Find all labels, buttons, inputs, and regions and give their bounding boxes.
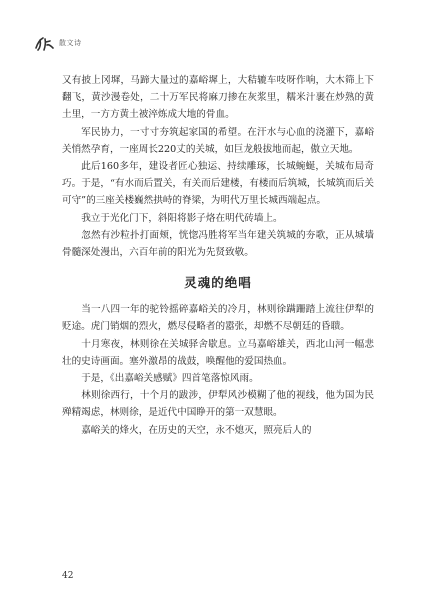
paragraph: 嘉峪关的烽火，在历史的天空，永不熄灭，照亮后人的: [81, 424, 312, 436]
section-heading: 灵魂的绝唱: [184, 275, 252, 291]
paragraph: 当一八四一年的驼铃摇碎嘉峪关的冷月，林则徐蹒跚踏上流往伊犁的贬途。虎门销烟的烈火，燃尽侵略者的嚣张，却燃不尽朝廷的昏聩。: [62, 304, 374, 333]
page-number: 42: [62, 571, 74, 581]
paragraph: 我立于光化门下，斜阳将影子烙在明代砖墙上。: [81, 212, 283, 224]
running-header: [34, 36, 394, 52]
paragraph: 又有披上冈墀，马蹄大量过的嘉峪墀上，大秸辘车吱呀作响，大木筛上下翻飞，黄沙漫卷处，二十万军民将麻刀掺在灰浆里，糯米汁裹在炒熟的黄土里，一方方黄土被淬炼成大地的骨血。: [62, 75, 374, 121]
calligraphy-logo-icon: [34, 36, 56, 52]
paragraph: 十月寒夜，林则徐在关城驿舍歇息。立马嘉峪雄关，西北山河一幅悲壮的史诗画面。塞外激昂的战鼓，唤醒他的爱国热血。: [62, 338, 374, 367]
paragraph: 林则徐西行，十个月的跋涉，伊犁风沙模糊了他的视线，他为国为民殚精竭虑，林则徐，是近代中国睁开的第一双慧眼。: [62, 390, 374, 419]
article-body: [62, 72, 374, 439]
paragraph: 忽然有沙粒扑打面颊，恍惚冯胜将军当年建关筑城的夯歌，正从城墙骨髓深处漫出，六百年前的阳光为先贤致敬。: [62, 229, 374, 259]
paragraph: 于是，《出嘉峪关感赋》四首笔落惊风雨。: [81, 373, 259, 385]
paragraph: 军民协力，一寸寸夯筑起家国的希望。在汗水与心血的浇灌下，嘉峪关悄然孕育，一座周长220丈的关城，如巨龙般拔地而起，傲立天地。: [62, 126, 374, 155]
paragraph: 此后160多年，建设者匠心独运、持续雕琢，长城蜿蜒，关城布局奇巧。于是，“有水而后置关，有关而后建楼，有楼而后筑城，长城筑而后关可守”的三座关楼巍然拱峙的脊梁，为明代万里长城西端起点。: [62, 161, 374, 207]
section-title: 散文诗: [59, 39, 82, 47]
